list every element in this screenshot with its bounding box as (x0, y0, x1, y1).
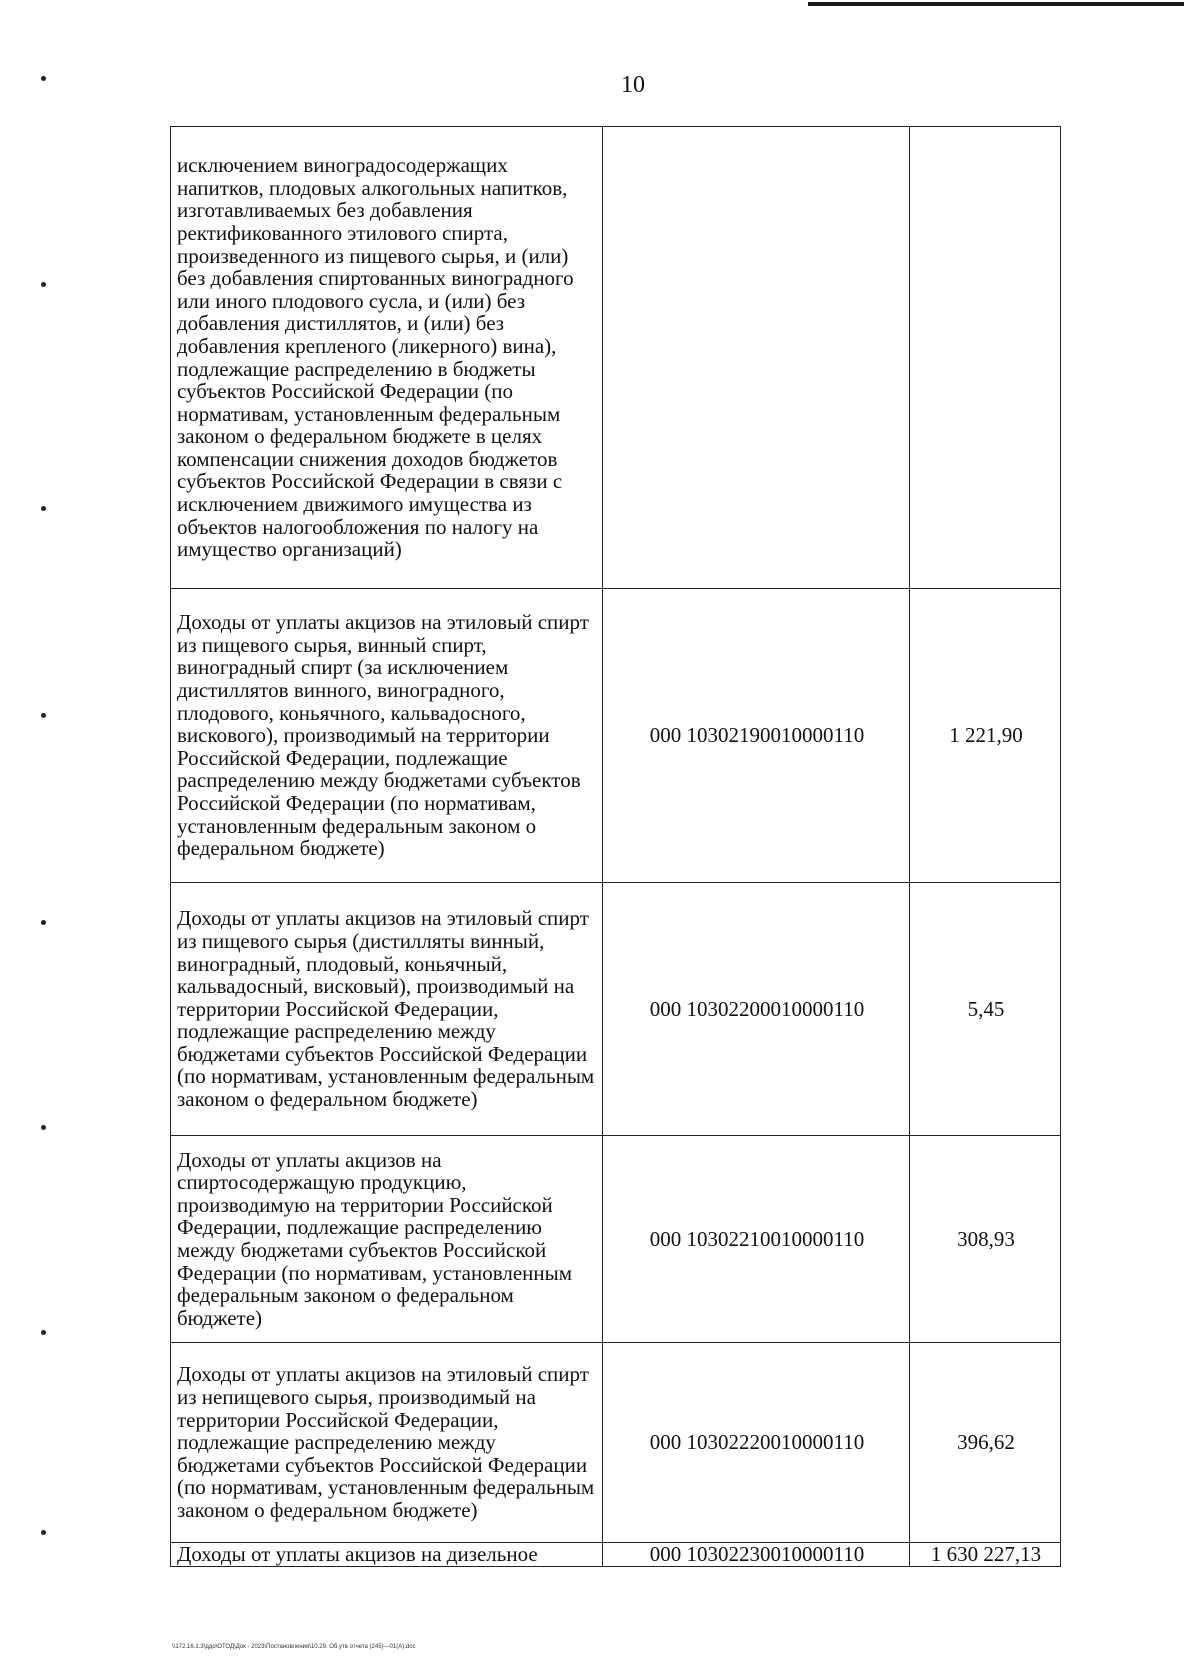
budget-classification-code: 000 10302220010000110 (603, 1343, 910, 1543)
budget-classification-code: 000 10302210010000110 (603, 1136, 910, 1343)
revenue-description: Доходы от уплаты акцизов на этиловый спирт из пищевого сырья (дистилляты винный, виноградный, плодовый, коньячный, кальвадосный, висковый), производимый на территории Российской Федерации, подлежащие распределению между бюджетами субъектов Российской Федерации (по нормативам, установленным федеральным законом о федеральном бюджете) (171, 883, 603, 1136)
table-row (171, 127, 1061, 589)
revenue-description: Доходы от уплаты акцизов на этиловый спирт из непищевого сырья, производимый на территории Российской Федерации, подлежащие распределению между бюджетами субъектов Российской Федерации (по нормативам, установленным федеральным законом о федеральном бюджете) (171, 1343, 603, 1543)
revenue-description: Доходы от уплаты акцизов на спиртосодержащую продукцию, производимую на территории Российской Федерации, подлежащие распределению между бюджетами субъектов Российской Федерации (по нормативам, установленным федеральным законом о федеральном бюджете) (171, 1136, 603, 1343)
punch-hole-mark (41, 920, 46, 925)
table-row (171, 883, 1061, 1136)
revenue-amount: 308,93 (910, 1136, 1061, 1343)
budget-classification-code: 000 10302190010000110 (603, 589, 910, 883)
page-number: 10 (621, 72, 645, 98)
revenue-description: исключением виноградосодержащих напитков, плодовых алкогольных напитков, изготавливаемых без добавления ректификованного этилового спирта, произведенного из пищевого сырья, и (или) без добавления спиртованных виноградного или иного плодового сусла, и (или) без добавления дистиллятов, и (или) без добавления крепленого (ликерного) вина), подлежащие распределению в бюджеты субъектов Российской Федерации (по нормативам, установленным федеральным законом о федеральном бюджете в целях компенсации снижения доходов бюджетов субъектов Российской Федерации в связи с исключением движимого имущества из объектов налогообложения по налогу на имущество организаций) (171, 127, 603, 589)
punch-hole-mark (41, 506, 46, 511)
punch-hole-mark (41, 76, 46, 81)
revenue-description: Доходы от уплаты акцизов на этиловый спирт из пищевого сырья, винный спирт, виноградный спирт (за исключением дистиллятов винного, виноградного, плодового, коньячного, кальвадосного, вискового), производимый на территории Российской Федерации, подлежащие распределению между бюджетами субъектов Российской Федерации (по нормативам, установленным федеральным законом о федеральном бюджете) (171, 589, 603, 883)
punch-hole-mark (41, 713, 46, 718)
budget-classification-code: 000 10302230010000110 (603, 1543, 910, 1567)
revenue-amount: 396,62 (910, 1343, 1061, 1543)
table-row (171, 1543, 1061, 1567)
budget-classification-code (603, 127, 910, 589)
revenue-amount (910, 127, 1061, 589)
revenue-amount: 1 630 227,13 (910, 1543, 1061, 1567)
revenue-description: Доходы от уплаты акцизов на дизельное (171, 1543, 603, 1567)
file-path-footer: \\172.16.1.3\ддо\ОТОД\Док - 2023\Постановления\10.29. Об утв отчета (245)—01(А).doc (172, 1644, 416, 1650)
punch-hole-mark (41, 1330, 46, 1335)
table-row (171, 589, 1061, 883)
revenue-amount: 1 221,90 (910, 589, 1061, 883)
punch-hole-mark (41, 1530, 46, 1535)
punch-hole-mark (41, 1125, 46, 1130)
punch-hole-mark (41, 282, 46, 287)
table-row (171, 1343, 1061, 1543)
top-edge-rule (808, 2, 1184, 6)
revenue-table (170, 126, 1061, 1567)
budget-classification-code: 000 10302200010000110 (603, 883, 910, 1136)
table-row (171, 1136, 1061, 1343)
revenue-amount: 5,45 (910, 883, 1061, 1136)
